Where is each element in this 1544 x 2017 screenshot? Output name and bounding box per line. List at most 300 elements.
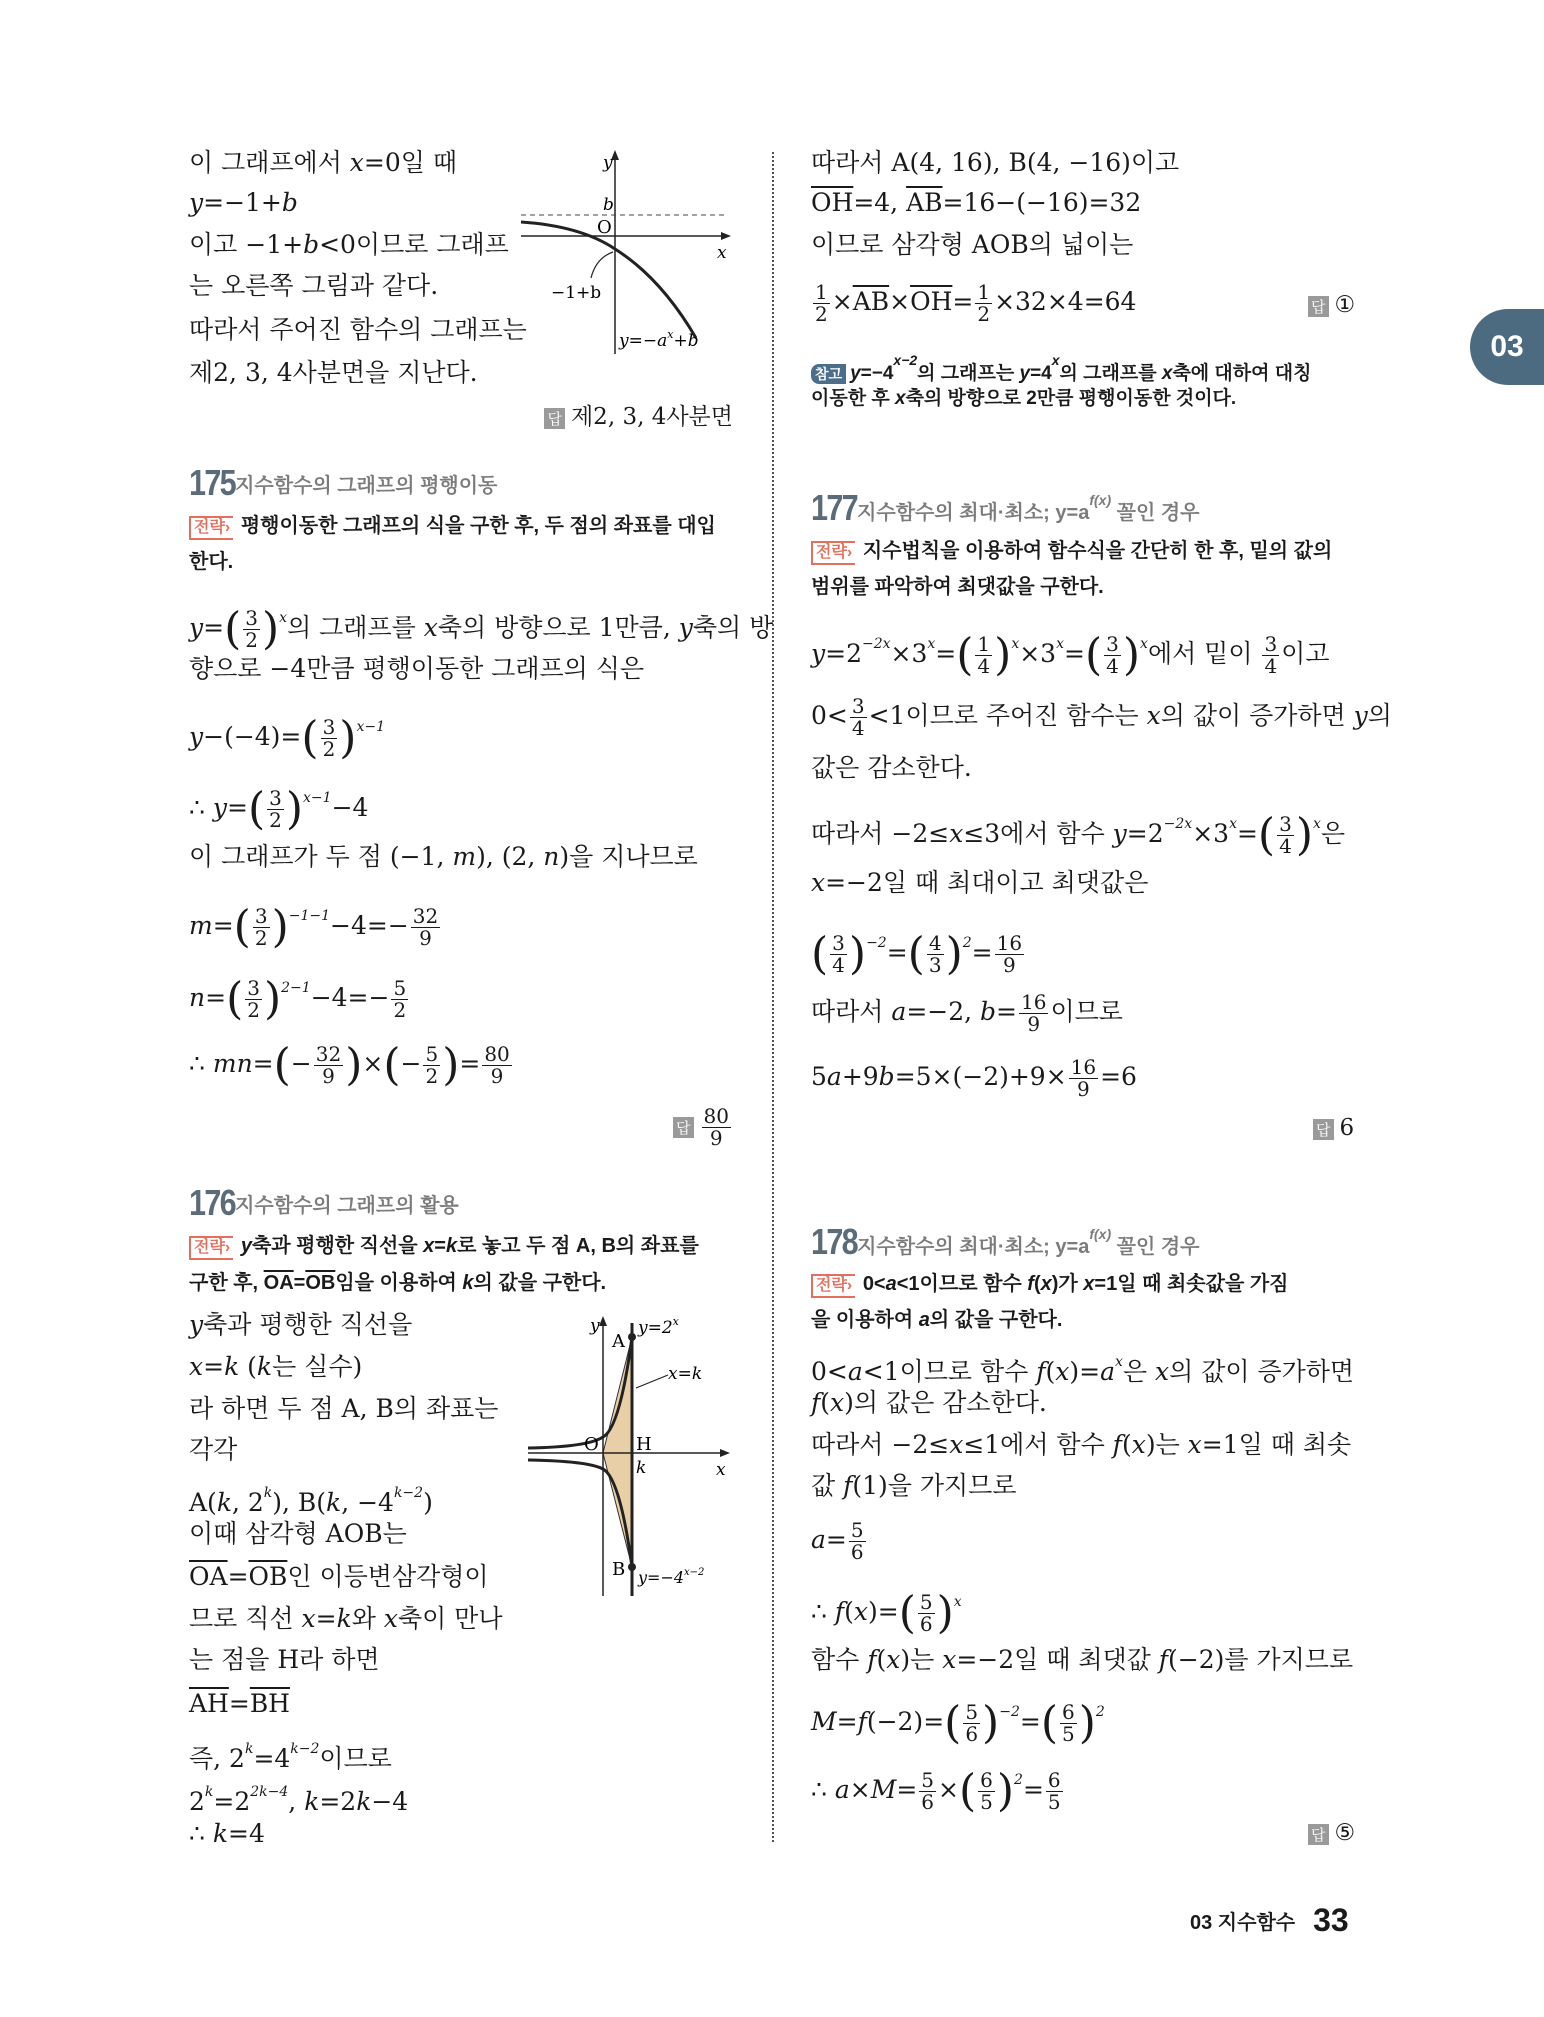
text-run: =4 [1030,363,1052,384]
numerator: 5 [921,1768,935,1792]
math-variable: f [1027,1273,1034,1295]
text-run: 축에 대하여 대칭 [1172,363,1312,384]
denominator: 9 [1002,953,1016,977]
math-line [189,1432,237,1468]
exponent: 2−1 [281,980,311,996]
math-line [811,750,972,786]
text-run: 따라서 [811,997,892,1026]
math-variable: M [811,1707,837,1736]
strategy-badge: 전략 › [189,1236,233,1260]
text-run: =2 [213,1787,251,1816]
text-run: 에서 밑이 [1147,639,1261,668]
math-variable: x [886,1645,901,1674]
math-line [189,780,369,835]
math-variable: y [189,188,204,217]
text-run: <1이므로 함수 [862,1357,1037,1386]
numerator: 1 [815,280,828,304]
math-variable: n [189,983,206,1012]
text-run: = [315,1604,337,1633]
numerator: 3 [245,606,258,630]
math-line [811,925,1026,980]
problem-175-header [189,462,497,504]
math-variable: x [1161,363,1173,384]
text-run: = [1236,819,1258,848]
math-variable: x [830,1388,845,1417]
text-run: 을 이용하여 [811,1309,919,1331]
text-run: 2 [189,1787,205,1816]
math-variable: f [1158,1645,1169,1674]
denominator: 2 [269,808,282,832]
text-run: = [971,938,993,967]
math-variable: a [1100,1357,1116,1386]
answer-label: 답 [1308,1824,1329,1845]
text-run: (−2)를 가지므로 [1168,1645,1354,1674]
denominator: 4 [851,716,865,740]
math-variable: f [1112,1430,1122,1459]
text-run: 5 [811,1062,827,1091]
text-run: 의 그래프를 [1059,363,1162,384]
text-run: =1일 때 최솟값을 가짐 [1094,1273,1289,1295]
math-variable: y [1112,819,1127,848]
a-label: A [612,1331,625,1352]
math-variable: k [356,1787,372,1816]
parenthesis: ) [442,1039,460,1091]
denominator: 9 [1077,1077,1090,1101]
problem-title: 지수함수의 최대·최소; $y=a^{f(x)}$ 꼴인 경우 [857,1225,1200,1258]
numerator: 5 [850,1518,864,1542]
denominator: 4 [1264,654,1278,678]
numerator: 80 [703,1104,729,1128]
chapter-tab[interactable]: 03 [1470,309,1544,385]
strategy-text [863,1273,1289,1295]
denominator: 2 [393,998,407,1022]
column-divider [772,152,774,1842]
denominator: 9 [1027,1012,1041,1036]
strategy [811,533,1332,569]
x-axis-arrow [720,1449,730,1457]
exponent: x [927,636,936,652]
graph-decreasing-exponential [521,148,734,354]
text-run: = [935,639,957,668]
strategy: 한다. [189,551,234,573]
text-run: 이므로 [1050,997,1123,1026]
answer [544,398,733,431]
numerator: 3 [254,904,268,928]
numerator: 3 [832,931,845,955]
exponent: x [1229,816,1237,832]
intercept-label: −1+b [551,283,602,303]
math-line [811,1762,1065,1817]
text-run: 이고 −1+ [189,230,304,259]
text-run: 제2, 3, 4사분면을 지난다. [189,358,478,387]
math-line [189,1559,489,1595]
math-variable: f [843,1471,853,1500]
numerator: 32 [412,904,439,928]
parenthesis: ( [224,603,242,655]
text-run: −4 [371,1787,409,1816]
text-run: 인 이등변삼각형이 [287,1562,489,1591]
numerator: 3 [1106,632,1119,656]
text-run: 이때 삼각형 AOB는 [189,1519,407,1548]
b-label: b [603,195,614,215]
problem-number: 178 [811,1221,857,1262]
text-run: <1이므로 주어진 함수는 [868,701,1147,730]
text-run: = [952,287,974,316]
segment: $\overline{BH}$ [249,1689,290,1718]
text-run: = [228,1689,250,1718]
denominator: 5 [980,1790,993,1814]
denominator: 2 [247,998,260,1022]
exponent: x [1313,816,1321,832]
text-run: = [836,1707,858,1736]
numerator: 6 [980,1768,993,1792]
math-line [189,839,698,875]
denominator: 3 [928,953,942,977]
problem-number: 176 [189,1182,235,1223]
text-run: ≤3에서 함수 [963,819,1113,848]
exponent: 2k−4 [250,1784,289,1800]
fraction [245,978,262,1021]
numerator: 3 [247,976,260,1000]
numerator: 16 [1020,990,1047,1014]
text-run: = [226,793,248,822]
math-line [811,1642,1353,1678]
text-run: 의 값을 구한다. [929,1309,1063,1331]
parenthesis: ( [958,1765,977,1817]
strategy-text: 지수법칙을 이용하여 함수식을 간단히 한 후, 밑의 값의 [862,540,1333,562]
segment: $\overline{AH}$ [189,1689,229,1718]
text-run: = [459,1049,481,1078]
exponent: 2 [1014,1772,1023,1788]
fraction [919,1770,936,1813]
text-run: 는 점을 H라 하면 [189,1645,380,1674]
exponent: k−2 [393,1485,424,1501]
math-line [811,282,1136,325]
math-variable: x [811,868,826,897]
numerator: 5 [393,976,407,1000]
page-number: 33 [1313,1902,1349,1938]
exponent: k−2 [290,1741,320,1757]
answer-label: 답 [673,1117,694,1138]
parenthesis: ) [261,603,280,655]
math-variable: a [885,1273,897,1295]
denominator: 9 [322,1064,335,1088]
strategy-badge: 전략 › [189,516,233,540]
curve [521,222,696,338]
math-variable: a [826,1062,842,1091]
text-run: =−2일 때 최대이고 최댓값은 [825,868,1149,897]
parenthesis: ) [848,928,867,980]
note [811,383,1236,410]
text-run: ( [1045,1357,1056,1386]
text-run: 는 오른쪽 그림과 같다. [189,271,439,300]
math-line [189,227,509,263]
fraction [267,788,284,831]
numerator: 16 [1070,1055,1097,1079]
origin-label: O [584,1434,599,1455]
text-run: 따라서 A(4, 16), B(4, −16)이고 [811,148,1180,177]
segment: $\overline{OB}$ [305,1272,336,1294]
text-run: 값 [811,1471,844,1500]
text-run: ) [423,1488,433,1517]
text-run: 의 그래프를 [287,613,424,642]
text-run: = [205,983,227,1012]
text-run: =−2, [906,997,981,1026]
text-run: 따라서 주어진 함수의 그래프는 [189,315,527,344]
footer-chapter: 03 지수함수 [1190,1912,1296,1934]
text-run: 향으로 −4만큼 평행이동한 그래프의 식은 [189,654,645,683]
x-axis-arrow [721,232,731,240]
math-line [189,185,298,221]
fraction [253,906,270,949]
parenthesis: ( [226,973,244,1025]
text-run: = [227,1562,249,1591]
denominator: 4 [832,953,845,977]
text-run: =4, [853,188,907,217]
math-variable: x [423,1235,435,1257]
parenthesis: ) [945,928,963,980]
fraction [975,282,992,325]
text-run: = [212,911,234,940]
math-line [189,1816,265,1852]
text-run: − [290,1049,312,1078]
denominator: 2 [254,926,268,950]
x-label: x [717,243,727,263]
curve-b-label: $y=-4^{x-2}$ [638,1567,705,1587]
text-run: 로 놓고 두 점 A, B의 좌표를 [457,1235,699,1257]
text-run: =1일 때 최솟 [1201,1430,1352,1459]
answer-value [700,1104,733,1150]
text-run: =4 [228,1819,265,1848]
text-run: 축과 평행한 직선을 [203,1310,413,1339]
text-run: 축의 방 [692,613,774,642]
parenthesis: ) [994,629,1012,681]
math-variable: y [189,613,204,642]
text-run: × [831,287,853,316]
text-run: 임을 이용하여 [335,1272,463,1294]
problem-number: 177 [811,487,857,528]
parenthesis: ( [1084,629,1103,681]
text-run: −4=− [310,983,390,1012]
text-run: ( [876,1645,887,1674]
math-line [811,696,1392,739]
y-label: y [603,153,613,173]
math-variable: f [857,1707,867,1736]
exponent: k [244,1741,254,1757]
text-run: 6 [1339,1115,1355,1141]
math-line [189,1039,514,1091]
fraction [314,1044,343,1087]
text-run: +9 [841,1062,879,1091]
text-run: 는 실수) [272,1352,363,1381]
numerator: 1 [977,632,991,656]
math-line [811,1344,1354,1390]
text-run: 이고 [1281,639,1330,668]
denominator: 2 [977,302,991,326]
math-line [811,1057,1137,1100]
text-run: = [1064,639,1085,668]
text-run: ∴ [811,1775,835,1804]
math-line [811,227,1133,263]
text-run: =0일 때 [363,148,458,177]
denominator: 9 [419,926,432,950]
denominator: 9 [490,1064,504,1088]
text-run: = [886,938,908,967]
exponent: −2 [866,935,887,951]
problem-178-header [811,1221,1200,1263]
text-run: ×3 [1019,639,1057,668]
math-variable: x [1040,1273,1052,1295]
exponent: x−2 [893,352,918,368]
math-variable: a [918,1309,930,1331]
text-run: 축과 평행한 직선을 [251,1235,424,1257]
problem-title: 지수함수의 최대·최소; $y=a^{f(x)}$ 꼴인 경우 [857,491,1200,524]
answer-label: 답 [544,408,565,429]
math-variable: x [949,819,964,848]
math-line [189,651,644,687]
text-run: −(−4)= [203,722,302,751]
math-line [189,1307,412,1343]
text-run: ∴ [189,793,213,822]
math-variable: k [224,1352,240,1381]
math-variable: x [1187,1430,1202,1459]
text-run: 의 값이 증가하면 [1169,1357,1355,1386]
math-line [189,1391,498,1427]
text-run: ⑤ [1334,1820,1356,1846]
math-variable: x [894,388,906,409]
fraction [1069,1057,1098,1100]
y-label: y [590,1316,600,1336]
curve-a-label: $y=2^x$ [638,1315,679,1338]
text-run: = [996,997,1017,1026]
fraction [1046,1770,1063,1813]
problem-177-header [811,487,1200,529]
numerator: 32 [315,1042,342,1066]
math-line [811,1694,1105,1749]
math-variable: x [1146,701,1161,730]
pointer-arrow [636,1375,668,1388]
exponent: x [1056,636,1064,652]
text-run: ≤1에서 함수 [963,1430,1113,1459]
text-run: =−1+ [203,188,282,217]
segment: $\overline{OH}$ [910,287,953,316]
text-run: ×3 [1192,819,1230,848]
answer-value [1335,1820,1356,1846]
x-label: x [716,1460,726,1480]
fraction [702,1106,731,1149]
origin-label: O [597,217,612,238]
parenthesis: ( [301,712,319,764]
text-run: A( [189,1488,217,1517]
denominator: 5 [1061,1722,1075,1746]
exponent: −2 [999,1704,1020,1720]
y-axis-arrow [599,1316,607,1326]
parenthesis: ( [247,783,266,835]
segment: $\overline{OA}$ [189,1562,228,1591]
text-run: 0< [862,1273,886,1295]
fraction [995,933,1024,976]
math-variable: x [349,148,364,177]
math-variable: a [834,1775,850,1804]
segment: $\overline{AB}$ [906,188,943,217]
text-run: − [400,1049,422,1078]
fraction [975,634,992,677]
math-variable: y [678,613,693,642]
denominator: 4 [1279,834,1292,858]
denominator: 6 [965,1722,979,1746]
math-variable: b [878,1062,895,1091]
text-run: ∴ [189,1819,213,1848]
exponent: x [1115,1354,1123,1370]
math-line [189,600,774,655]
text-run: 의 값이 증가하면 [1160,701,1354,730]
text-run: <1이므로 함수 [896,1273,1028,1295]
fraction [1262,634,1279,677]
numerator: 3 [1264,632,1278,656]
text-run: )= [868,1597,899,1626]
answer [1308,292,1355,318]
exponent: k [263,1485,273,1501]
denominator: 2 [322,737,336,761]
math-variable: y [1353,701,1368,730]
answer-label: 답 [1313,1119,1334,1140]
denominator: 6 [919,1612,933,1636]
numerator: 3 [322,715,336,739]
segment: $\overline{OH}$ [811,188,854,217]
math-line [189,312,527,348]
text-run: = [1022,1775,1044,1804]
fraction [963,1702,980,1745]
math-line [811,185,1141,221]
fraction [978,1770,995,1813]
exponent: k [204,1784,214,1800]
denominator: 6 [850,1540,864,1564]
segment: $\overline{AB}$ [852,287,890,316]
point-a [628,1333,636,1341]
math-variable: x [942,1645,957,1674]
denominator: 6 [921,1790,935,1814]
strategy [189,508,716,544]
fraction [243,608,260,651]
segment: $\overline{OA}$ [263,1272,294,1294]
exponent: x [1051,352,1060,368]
exponent: x [1011,636,1020,652]
text-run: 함수 [811,1645,868,1674]
parenthesis: ) [936,1587,954,1639]
text-run: 이 그래프에서 [189,148,350,177]
math-line [811,865,1148,901]
text-run: =−4 [860,363,894,384]
math-line [811,1427,1351,1463]
math-variable: M [870,1775,897,1804]
parenthesis: ( [273,1039,291,1091]
parenthesis: ) [263,973,282,1025]
text-run: )는 [1145,1430,1188,1459]
denominator: 4 [977,654,991,678]
text-run: ×3 [890,639,928,668]
parenthesis: ( [233,901,251,953]
math-variable: f [1036,1357,1046,1386]
text-run: = [203,613,225,642]
text-run: 의 그래프는 [917,363,1020,384]
text-run: , −4 [341,1488,394,1517]
math-variable: x [853,1597,868,1626]
strategy-text [241,1235,699,1257]
text-run: <0이므로 그래프 [319,230,509,259]
fraction [1019,992,1048,1035]
parenthesis: ) [1295,809,1313,861]
parenthesis: ( [811,928,829,980]
